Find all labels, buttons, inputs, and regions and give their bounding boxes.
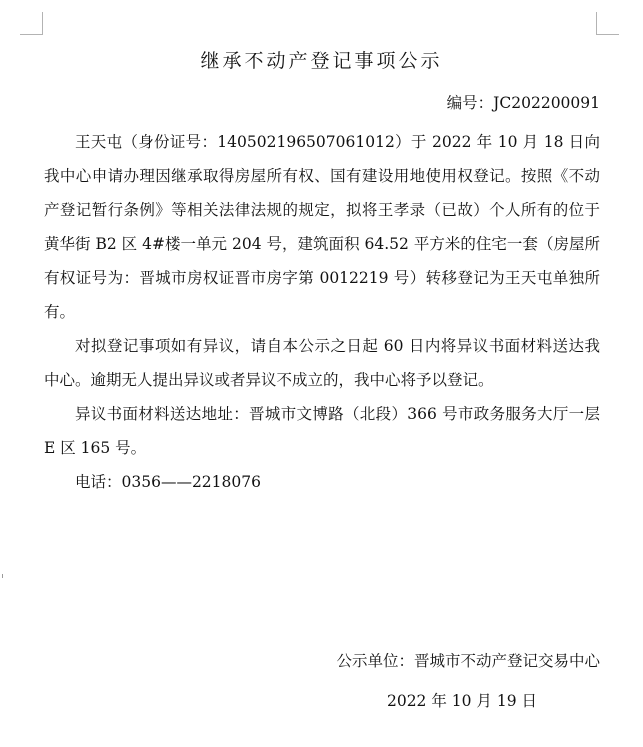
crop-mark-top-right bbox=[596, 12, 619, 35]
paragraph-objection: 对拟登记事项如有异议，请自本公示之日起 60 日内将异议书面材料送达我中心。逾期无人提出异议或者异议不成立的，我中心将予以登记。 bbox=[44, 337, 600, 389]
crop-mark-top-left bbox=[20, 12, 43, 35]
issuer-unit: 公示单位：晋城市不动产登记交易中心 bbox=[336, 652, 600, 670]
document-title: 继承不动产登记事项公示 bbox=[200, 50, 443, 72]
paragraph-phone: 电话：0356——2218076 bbox=[75, 473, 261, 491]
serial-number: 编号：JC202200091 bbox=[446, 94, 600, 112]
paragraph-applicant: 王天屯（身份证号：140502196507061012）于 2022 年 10 月 18 日向我中心申请办理因继承取得房屋所有权、国有建设用地使用权登记。按照《不动产登记暂行条例》等相关法律法规的规定，拟将王孝录（已故）个人所有的位于黄华街 B2 区 4#楼一单元 204 号，建筑面积 64.52 平方米的住宅一套（房屋所有权证号为：晋城市房权证晋市房字第 0012219 号）转移登记为王天屯单独所有。 bbox=[44, 133, 600, 321]
document-body bbox=[44, 125, 600, 499]
issue-date: 2022 年 10 月 19 日 bbox=[386, 692, 537, 710]
margin-mark bbox=[2, 574, 3, 578]
paragraph-address: 异议书面材料送达地址：晋城市文博路（北段）366 号市政务服务大厅一层 E 区 165 号。 bbox=[44, 405, 600, 457]
